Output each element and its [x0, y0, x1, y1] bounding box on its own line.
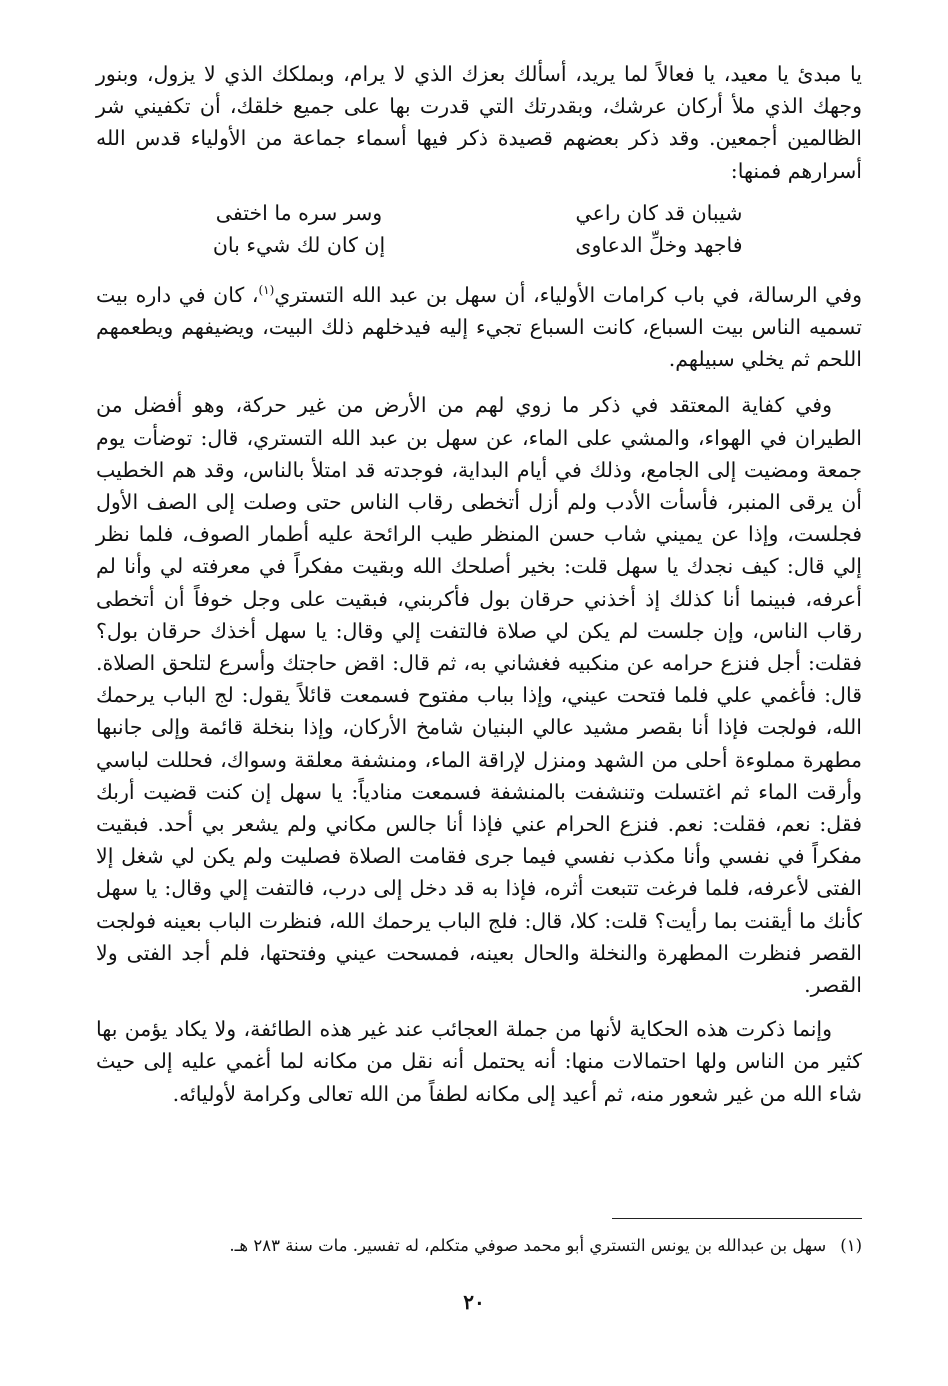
poem-hemistich-first: فاجهد وخلِّ الدعاوى: [575, 232, 743, 257]
poem: [149, 197, 809, 261]
spacer: [96, 261, 862, 279]
spacer: [96, 1001, 862, 1013]
paragraph-conclusion: وإنما ذكرت هذه الحكاية لأنها من جملة العجائب عند غير هذه الطائفة، ولا يكاد يؤمن بها كثير من الناس ولها احتمالات منها: أنه يحتمل أنه نقل من مكانه لما أغمي عليه إلى حيث شاء الله من غير شعور منه، ثم أعيد إلى مكانه لطفاً من الله تعالى وكرامة لأوليائه.: [96, 1017, 862, 1106]
footnote-number: (١): [840, 1236, 862, 1255]
poem-hemistich-first: شيبان قد كان راعي: [575, 200, 743, 225]
footnote-divider: [612, 1218, 862, 1219]
page-body: [96, 58, 862, 1110]
spacer: [96, 375, 862, 389]
paragraph-risala-text-end: ، كان في داره بيت تسميه الناس بيت السباع، كانت السباع تجيء إليه فيدخلهم ذلك البيت، ويضيفهم ويطعمهم اللحم ثم يخلي سبيلهم.: [96, 282, 862, 372]
footnote-text: سهل بن عبدالله بن يونس التستري أبو محمد صوفي متكلم، له تفسير. مات سنة ٢٨٣ هـ.: [229, 1236, 827, 1255]
poem-verse: [149, 197, 809, 229]
poem-verse: [149, 229, 809, 261]
footnote-marker: (١): [258, 282, 275, 297]
paragraph-kifaya-story: وفي كفاية المعتقد في ذكر ما زوي لهم من الأرض من غير حركة، وهو أفضل من الطيران في الهواء، والمشي على الماء، عن سهل بن عبد الله التستري، قال: توضأت يوم جمعة ومضيت إلى الجامع، وذلك في أيام البداية، فوجدته قد امتلأ بالناس، وقد هم الخطيب أن يرقى المنبر، فأسأت الأدب ولم أزل أتخطى رقاب الناس حتى وصلت إلى الصف الأول فجلست، وإذا عن يميني شاب حسن المنظر طيب الرائحة عليه أطمار الصوف، فلما نظر إلي قال: كيف نجدك يا سهل قلت: بخير أصلحك الله وبقيت مفكراً في معرفته لي وأنا لم أعرفه، فبينما أنا كذلك إذ أخذني حرقان بول فأكربني، فبقيت على وجل خوفاً أن أتخطى رقاب الناس، وإن جلست لم يكن لي صلاة فالتفت إلي وقال: يا سهل أخذك حرقان بول؟ فقلت: أجل فنزع حرامه عن منكبيه فغشاني به، ثم قال: اقض حاجتك وأسرع لتلحق الصلاة. قال: فأغمي علي فلما فتحت عيني، وإذا بباب مفتوح فسمعت قائلاً يقول: لج الباب يرحمك الله، فولجت فإذا أنا بقصر مشيد عالي البنيان شامخ الأركان، وإذا بنخلة قائمة وإلى جانبها مطهرة مملوءة أحلى من الشهد ومنزل لإراقة الماء، ومنشفة معلقة وسواك، فحللت لباسي وأرقت الماء ثم اغتسلت وتنشفت بالمنشفة فسمعت منادياً: يا سهل إن كنت قضيت أربك فقل: نعم، فقلت: نعم. فنزع الحرام عني فإذا أنا جالس مكاني ولم يشعر بي أحد. فبقيت مفكراً في نفسي وأنا مكذب نفسي فيما جرى فقامت الصلاة فصليت ولم يكن لي شغل إلا الفتى لأعرفه، فلما فرغت تتبعت أثره، فإذا به قد دخل إلى درب، فالتفت إلي وقال: يا سهل كأنك ما أيقنت بما رأيت؟ قلت: كلا، قال: فلج الباب يرحمك الله، فنظرت الباب بعينه فولجت القصر فنظرت المطهرة والنخلة والحال بعينه، فمسحت عيني وفتحتها، فلم أجد الفتى ولا القصر.: [96, 393, 862, 998]
paragraph-prayer: يا مبدئ يا معيد، يا فعالاً لما يريد، أسألك بعزك الذي لا يرام، وبملكك الذي لا يزول، وبنور وجهك الذي ملأ أركان عرشك، وبقدرتك التي قدرت بها على جميع خلقك، أن تكفيني شر الظالمين أجمعين. وقد ذكر بعضهم قصيدة ذكر فيها أسماء جماعة من الأولياء قدس الله أسرارهم فمنها:: [96, 62, 862, 183]
poem-hemistich-second: وسر سره ما اختفى: [215, 200, 383, 225]
footnote: [162, 1233, 862, 1259]
page-number: ٢٠: [463, 1290, 485, 1314]
paragraph-risala: [96, 279, 862, 376]
paragraph-risala-text-start: وفي الرسالة، في باب كرامات الأولياء، أن سهل بن عبد الله التستري: [274, 282, 862, 307]
poem-hemistich-second: إن كان لك شيء بان: [212, 232, 386, 257]
